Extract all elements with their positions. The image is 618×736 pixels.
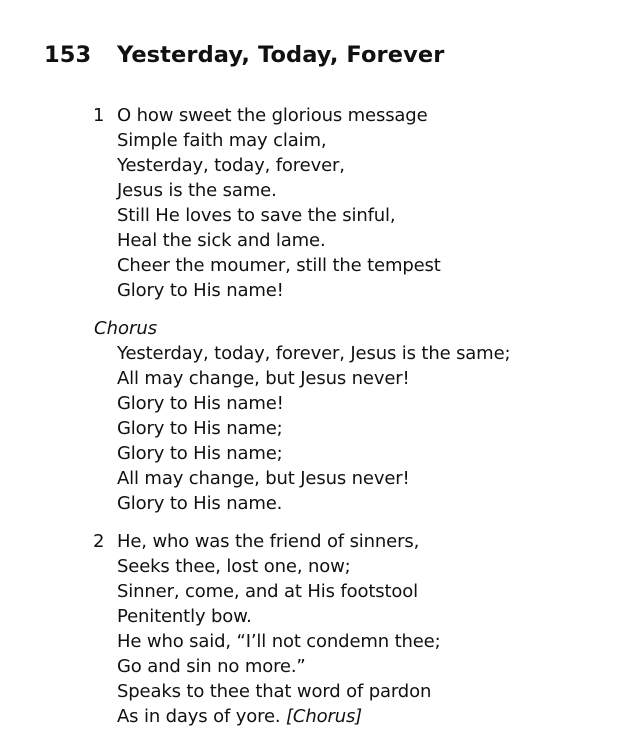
hymn-number: 153 xyxy=(44,42,92,68)
hymn-header xyxy=(44,44,444,67)
verse-line: O how sweet the glorious message xyxy=(117,105,428,126)
verse-1-lines xyxy=(117,103,441,303)
verse-line-last xyxy=(117,704,441,729)
verse-line: Heal the sick and lame. xyxy=(117,230,326,251)
verse-number: 2 xyxy=(93,531,105,552)
chorus-label: Chorus xyxy=(94,318,158,339)
chorus-cue: [Chorus] xyxy=(286,706,363,727)
chorus-line: Glory to His name; xyxy=(117,443,283,464)
verse-line: Go and sin no more.” xyxy=(117,656,306,677)
verse-line: Jesus is the same. xyxy=(117,180,277,201)
verse-line: Seeks thee, lost one, now; xyxy=(117,556,351,577)
verse-line: Still He loves to save the sinful, xyxy=(117,205,396,226)
chorus-line: Glory to His name; xyxy=(117,418,283,439)
chorus-line: Glory to His name! xyxy=(117,393,284,414)
verse-line: Glory to His name! xyxy=(117,280,284,301)
verse-line: He who said, “I’ll not condemn thee; xyxy=(117,631,441,652)
chorus-line: Glory to His name. xyxy=(117,493,283,514)
chorus-lines xyxy=(117,341,510,516)
verse-line: Penitently bow. xyxy=(117,606,252,627)
hymn-title: Yesterday, Today, Forever xyxy=(117,42,445,68)
verse-number: 1 xyxy=(93,105,105,126)
verse-line: Yesterday, today, forever, xyxy=(117,155,345,176)
verse-line: Speaks to thee that word of pardon xyxy=(117,681,432,702)
verse-line: Simple faith may claim, xyxy=(117,130,327,151)
verse-line-text: As in days of yore. xyxy=(117,706,281,727)
chorus-line: All may change, but Jesus never! xyxy=(117,468,410,489)
verse-line: Sinner, come, and at His footstool xyxy=(117,581,418,602)
verse-2-lines xyxy=(117,529,441,729)
verse-line: Cheer the moumer, still the tempest xyxy=(117,255,441,276)
verse-line: He, who was the friend of sinners, xyxy=(117,531,420,552)
chorus-line: All may change, but Jesus never! xyxy=(117,368,410,389)
chorus-line: Yesterday, today, forever, Jesus is the same; xyxy=(117,343,511,364)
